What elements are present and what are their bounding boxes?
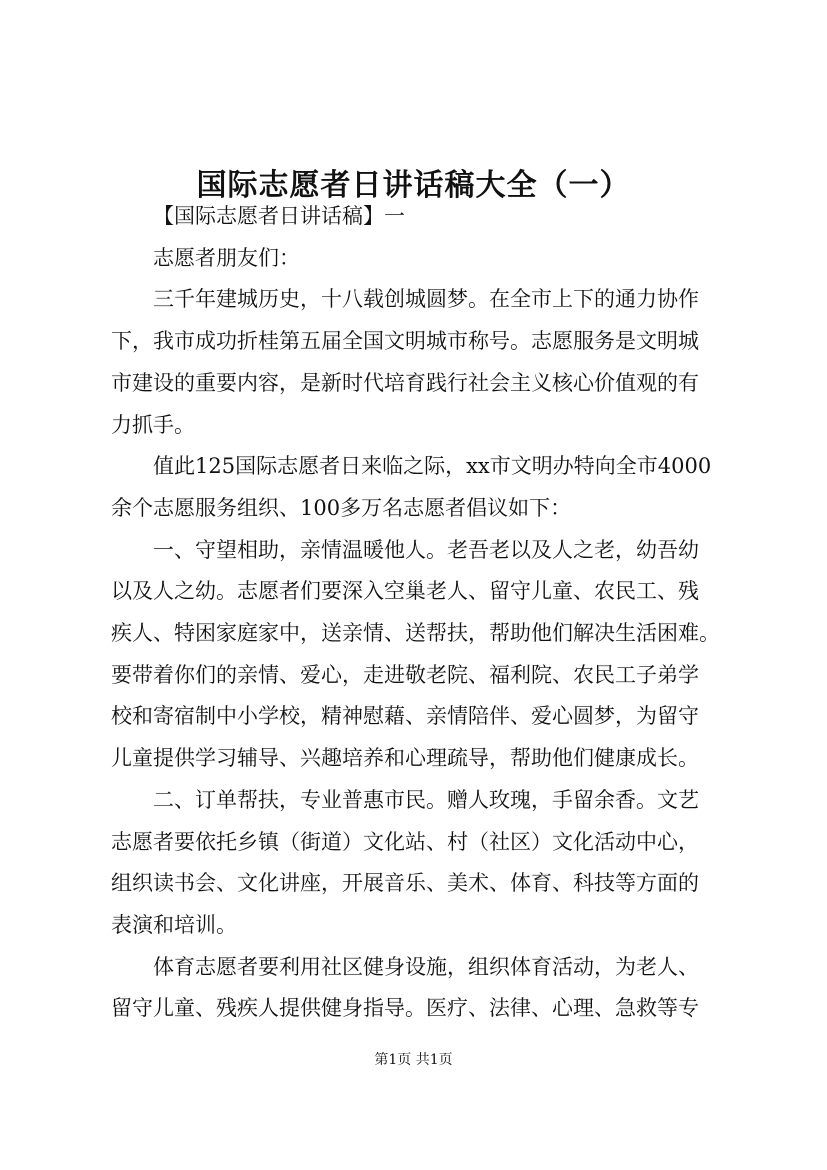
text-line: 志愿者要依托乡镇（街道）文化站、村（社区）文化活动中心， bbox=[111, 829, 699, 854]
text-line: 市建设的重要内容，是新时代培育践行社会主义核心价值观的有 bbox=[111, 370, 699, 395]
text-line: 二、订单帮扶，专业普惠市民。赠人玫瑰，手留余香。文艺 bbox=[153, 787, 699, 812]
paragraph-heading bbox=[111, 196, 743, 238]
text-line: 下，我市成功折桂第五届全国文明城市称号。志愿服务是文明城 bbox=[111, 329, 699, 354]
text-line: 儿童提供学习辅导、兴趣培养和心理疏导，帮助他们健康成长。 bbox=[111, 746, 699, 771]
text-line: 体育志愿者要利用社区健身设施，组织体育活动，为老人、 bbox=[153, 954, 699, 979]
text-line: 志愿者朋友们： bbox=[153, 245, 300, 270]
paragraph-salutation bbox=[111, 238, 743, 280]
text-line: 力抓手。 bbox=[111, 412, 195, 437]
text-line: 留守儿童、残疾人提供健身指导。医疗、法律、心理、急救等专 bbox=[111, 996, 699, 1021]
page-number-footer: 第1页 共1页 bbox=[374, 1052, 453, 1068]
document-title: 国际志愿者日讲话稿大全（一） bbox=[196, 168, 631, 204]
text-line: 组织读书会、文化讲座，开展音乐、美术、体育、科技等方面的 bbox=[111, 871, 699, 896]
text-line: 要带着你们的亲情、爱心，走进敬老院、福利院、农民工子弟学 bbox=[111, 662, 699, 687]
paragraph-point-one bbox=[111, 530, 743, 780]
paragraph-sports-volunteers bbox=[111, 947, 743, 1030]
text-line: 以及人之幼。志愿者们要深入空巢老人、留守儿童、农民工、残 bbox=[111, 579, 699, 604]
paragraph-intro bbox=[111, 279, 743, 446]
paragraph-proposal bbox=[111, 446, 743, 529]
text-line: 疾人、特困家庭家中，送亲情、送帮扶，帮助他们解决生活困难。 bbox=[111, 621, 720, 646]
text-line: 值此125国际志愿者日来临之际，xx市文明办特向全市4000 bbox=[153, 454, 712, 479]
text-line: 【国际志愿者日讲话稿】一 bbox=[153, 204, 405, 228]
text-line: 余个志愿服务组织、100多万名志愿者倡议如下： bbox=[111, 495, 572, 520]
text-line: 三千年建城历史，十八载创城圆梦。在全市上下的通力协作 bbox=[153, 287, 699, 312]
paragraph-point-two bbox=[111, 780, 743, 947]
text-line: 校和寄宿制中小学校，精神慰藉、亲情陪伴、爱心圆梦，为留守 bbox=[111, 704, 699, 729]
text-line: 一、守望相助，亲情温暖他人。老吾老以及人之老，幼吾幼 bbox=[153, 537, 699, 562]
text-line: 表演和培训。 bbox=[111, 912, 237, 937]
document-body bbox=[111, 196, 743, 1030]
